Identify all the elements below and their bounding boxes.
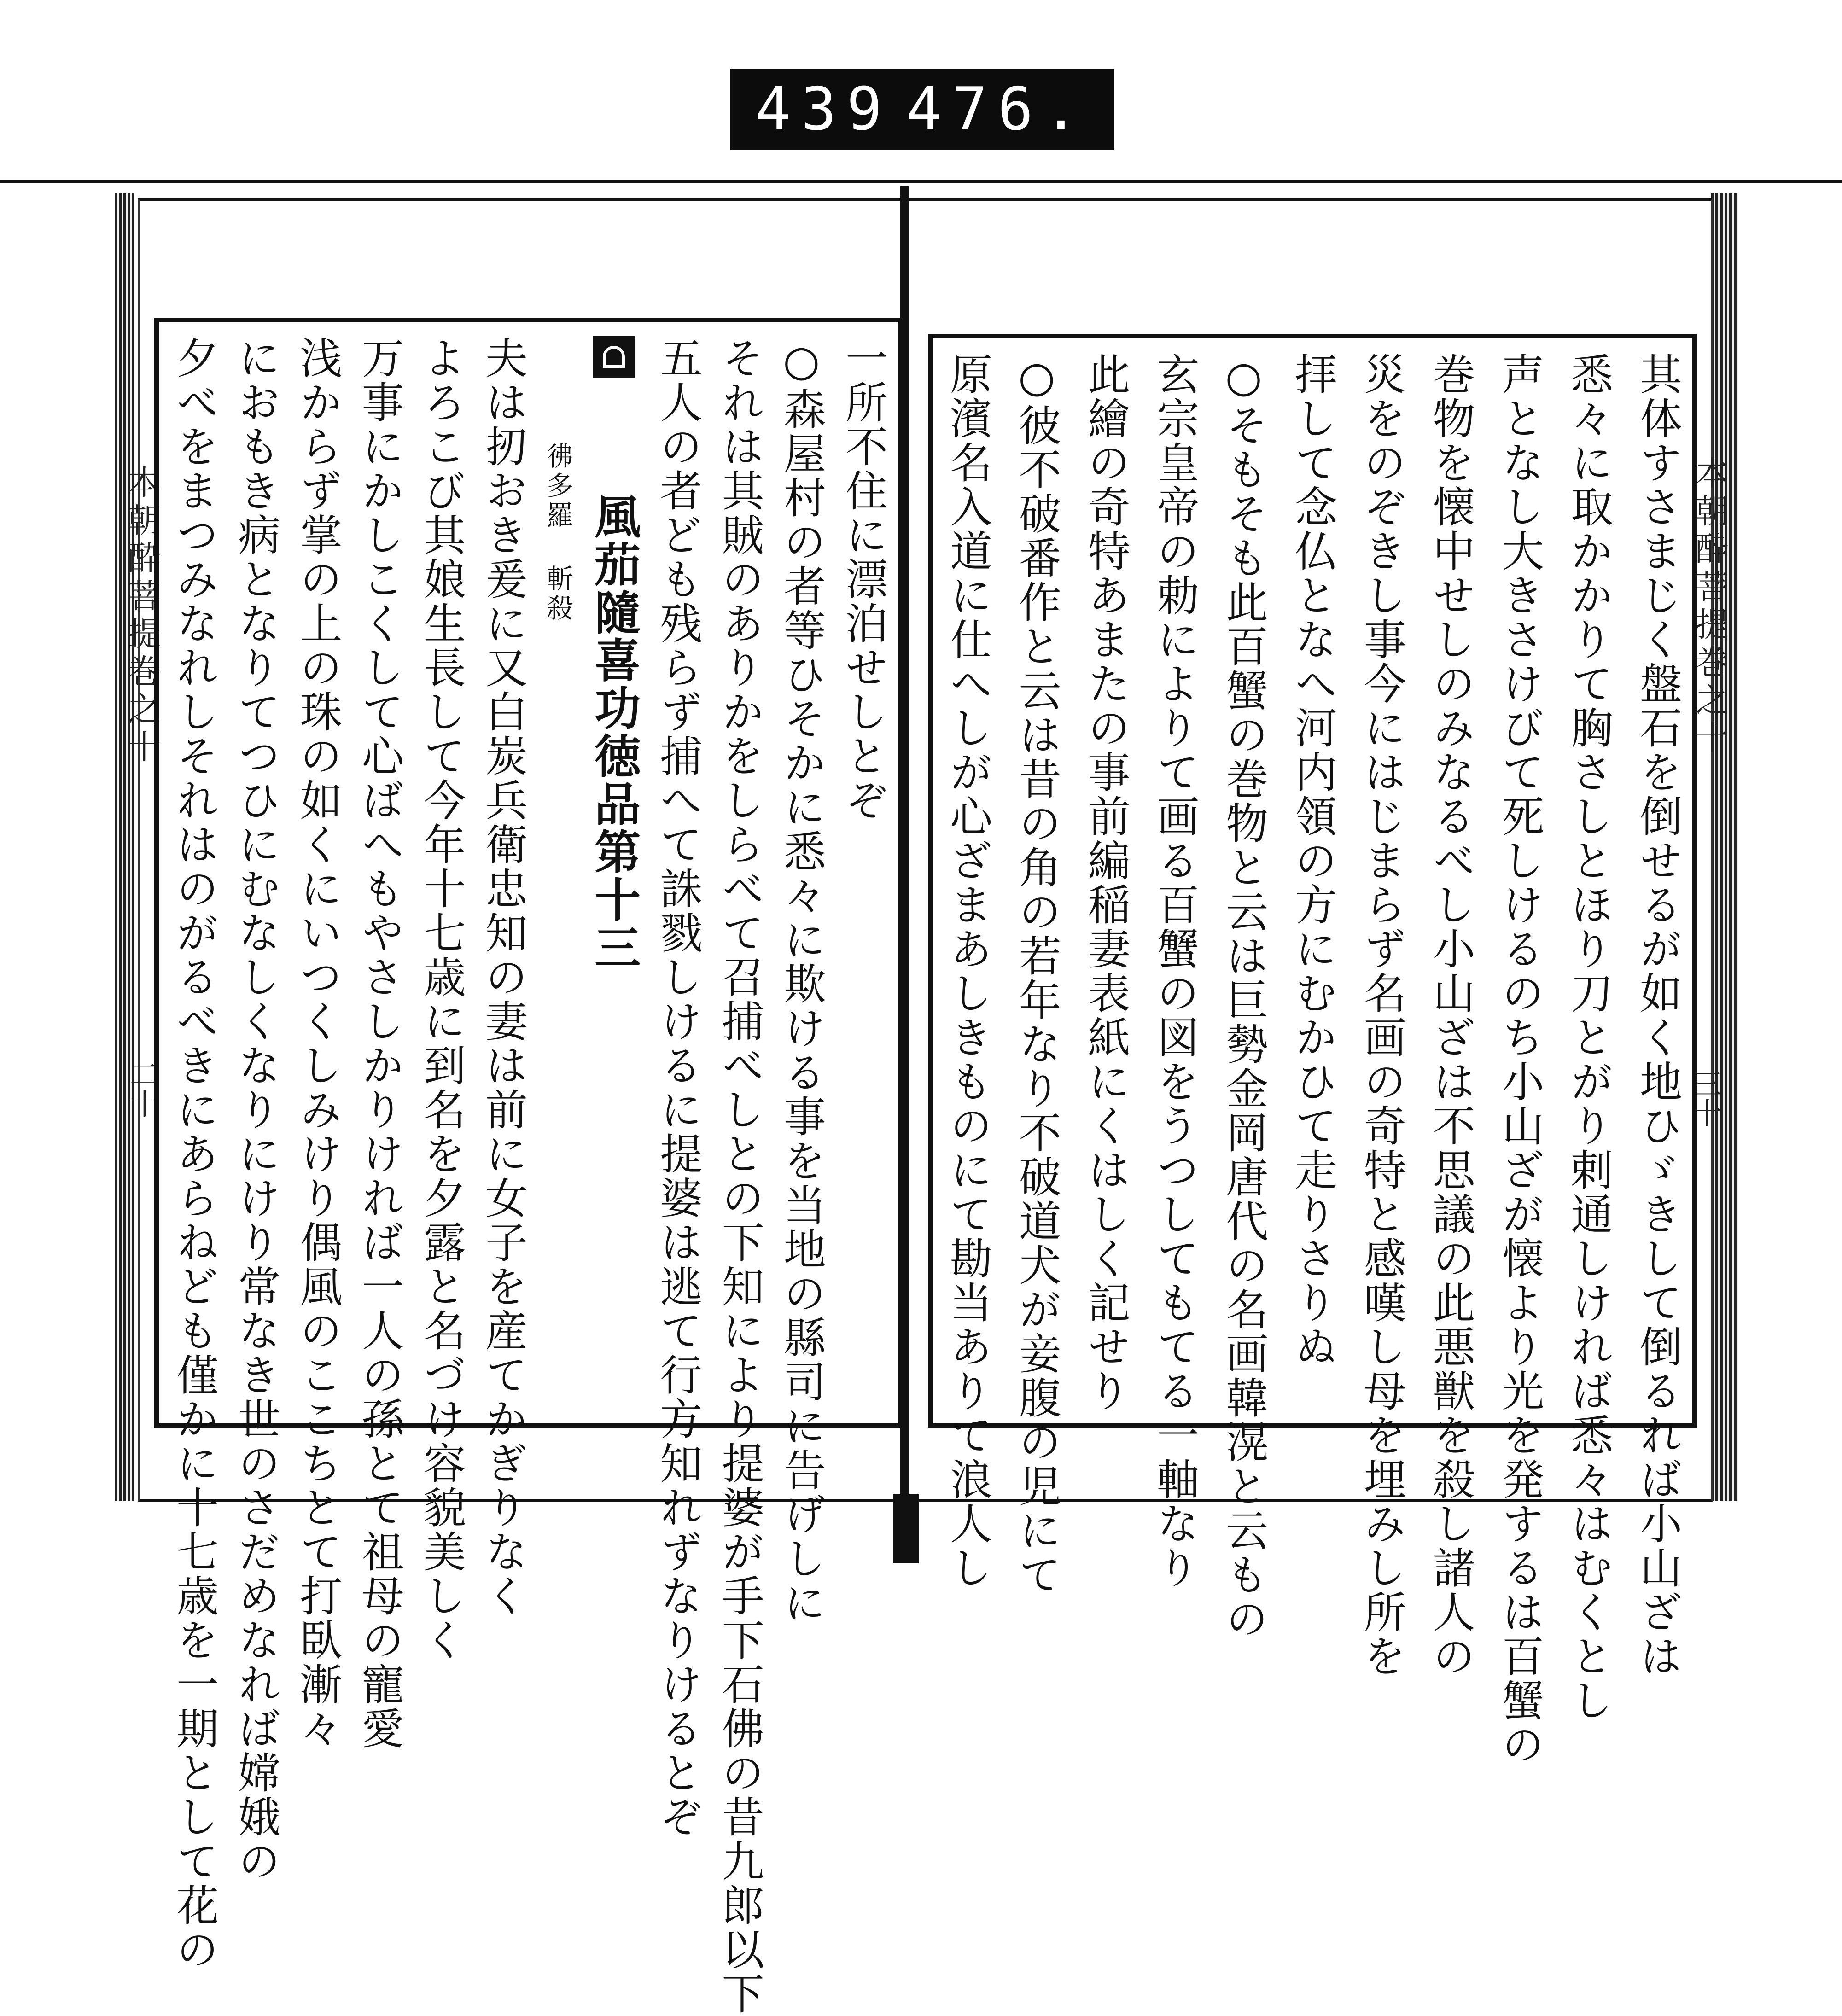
right-page-frame: [928, 334, 1697, 1767]
text-column: 此繪の奇特あまたの事前編稲妻表紙にくはしく記せり: [1081, 352, 1131, 1413]
left-margin-title: 本朝酔菩提巻之十: [122, 465, 161, 767]
author-name: 彿多羅: [542, 442, 574, 530]
text-column: 其体すさまじく盤石を倒せるが如く地ひゞきして倒るれば小山ざは: [1632, 352, 1682, 1678]
right-page-text: [943, 352, 1682, 1767]
left-folio: 二十: [125, 1059, 159, 1118]
text-column: よろこび其娘生長して今年十七歳に到名を夕露と名づけ容貌美しく: [416, 336, 466, 1662]
text-column: ○森屋村の者等ひそかに悉々に欺ける事を当地の縣司に告げしに: [776, 336, 826, 1625]
chapter-heading: [587, 336, 641, 1409]
text-column: 五人の者ども残らず捕へて誅戮しけるに提婆は逃て行方知れずなりけるとぞ: [653, 336, 703, 1839]
right-page-edge: [1711, 193, 1738, 1501]
text-column: 原濱名入道に仕へしが心ざまあしきものにて勘当ありて浪人し: [943, 352, 992, 1590]
text-column: 玄宗皇帝の勅によりて画る百蟹の図をうつしてもてる一軸なり: [1150, 352, 1200, 1590]
text-column: におもき病となりてつひにむなしくなりにけり常なき世のさだめなれば嫦娥の: [231, 336, 281, 1883]
left-page-edge: [115, 193, 134, 1501]
spine-foot: [893, 1494, 919, 1563]
text-column: 一所不住に漂泊せしとぞ: [838, 336, 888, 822]
chapter-author: [542, 442, 574, 1409]
text-column: それは其賊のありかをしらべて召捕べしとの下知により提婆が手下石佛の昔九郎以下: [715, 336, 764, 2016]
text-column: 夫は扨おき爰に又白炭兵衛忠知の妻は前に女子を産てかぎりなく: [478, 336, 528, 1618]
text-column: 巻物を懐中せしのみなるべし小山ざは不思議の此悪獣を殺し諸人の: [1426, 352, 1475, 1678]
text-column: 万事にかしこくして心ばへもやさしかりければ一人の孫とて祖母の寵愛: [355, 336, 404, 1751]
text-column: ○彼不破番作と云は昔の角の若年なり不破道犬が妾腹の児にて: [1012, 352, 1061, 1597]
text-column: 声となし大きさけびて死しけるのち小山ざが懐より光を発するは百蟹の: [1495, 352, 1545, 1767]
top-rule: [0, 180, 1842, 183]
right-folio: 三十: [1687, 1068, 1721, 1127]
text-column: 夕べをまつみなれしそれはのがるべきにあらねども僅かに十七歳を一期として花の: [169, 336, 219, 1972]
text-column: 災をのぞきし事今にはじまらず名画の奇特と感嘆し母を埋みし所を: [1357, 352, 1406, 1678]
archive-number-right: 476.: [906, 75, 1089, 144]
archive-number-label: [730, 69, 1114, 150]
text-column: 悉々に取かかりて胸さしとほり刀とがり剌通しければ悉々はむくとし: [1564, 352, 1614, 1723]
archive-number-left: 439: [755, 75, 892, 144]
chapter-title: 風茄隨喜功徳品第十三: [587, 493, 641, 972]
left-page-frame: [154, 318, 903, 2016]
right-margin-title: 本朝酔菩提巻之十: [1690, 456, 1729, 758]
left-page-text: [169, 336, 888, 2016]
crest-icon: [593, 336, 635, 378]
text-column: 浅からず掌の上の珠の如くにいつくしみけり偶風のここちとて打臥漸々: [293, 336, 343, 1751]
text-column: ○そもそも此百蟹の巻物と云は巨勢金岡唐代の名画韓滉と云もの: [1219, 352, 1269, 1641]
text-column: 拝して念仏となへ河内領の方にむかひて走りさりぬ: [1288, 352, 1337, 1369]
author-sub: 斬殺: [542, 565, 574, 623]
